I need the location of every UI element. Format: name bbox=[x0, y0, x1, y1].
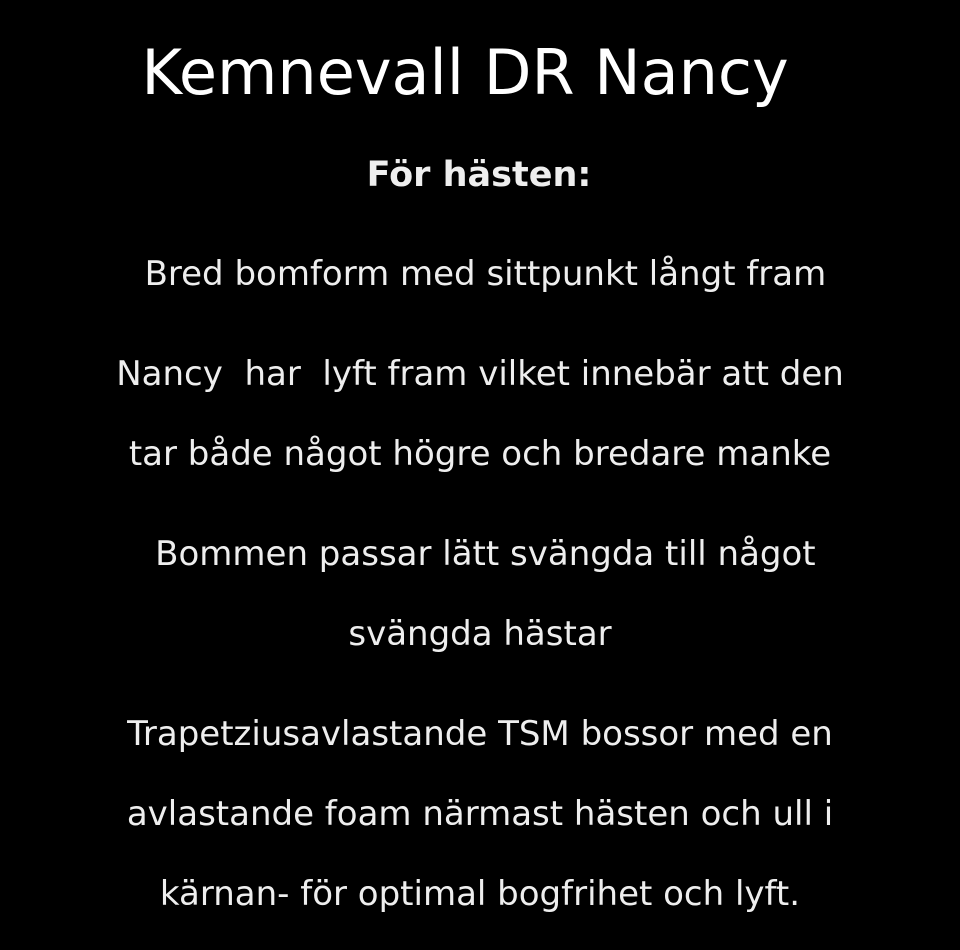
text-line-6: Trapetziusavlastande TSM bossor med en bbox=[127, 714, 833, 754]
text-line-7: avlastande foam närmast hästen och ull i bbox=[126, 794, 834, 834]
text-line-8: kärnan- för optimal bogfrihet och lyft. bbox=[159, 874, 801, 914]
page-title: Kemnevall DR Nancy bbox=[141, 36, 789, 109]
text-line-4: Bommen passar lätt svängda till något bbox=[144, 534, 816, 574]
section-heading: För hästen: bbox=[366, 155, 592, 195]
text-line-3: tar både något högre och bredare manke bbox=[128, 434, 832, 474]
text-line-5: svängda hästar bbox=[348, 614, 612, 654]
text-line-1: Bred bomform med sittpunkt långt fram bbox=[133, 254, 827, 294]
text-line-2: Nancy har lyft fram vilket innebär att den bbox=[116, 354, 844, 394]
